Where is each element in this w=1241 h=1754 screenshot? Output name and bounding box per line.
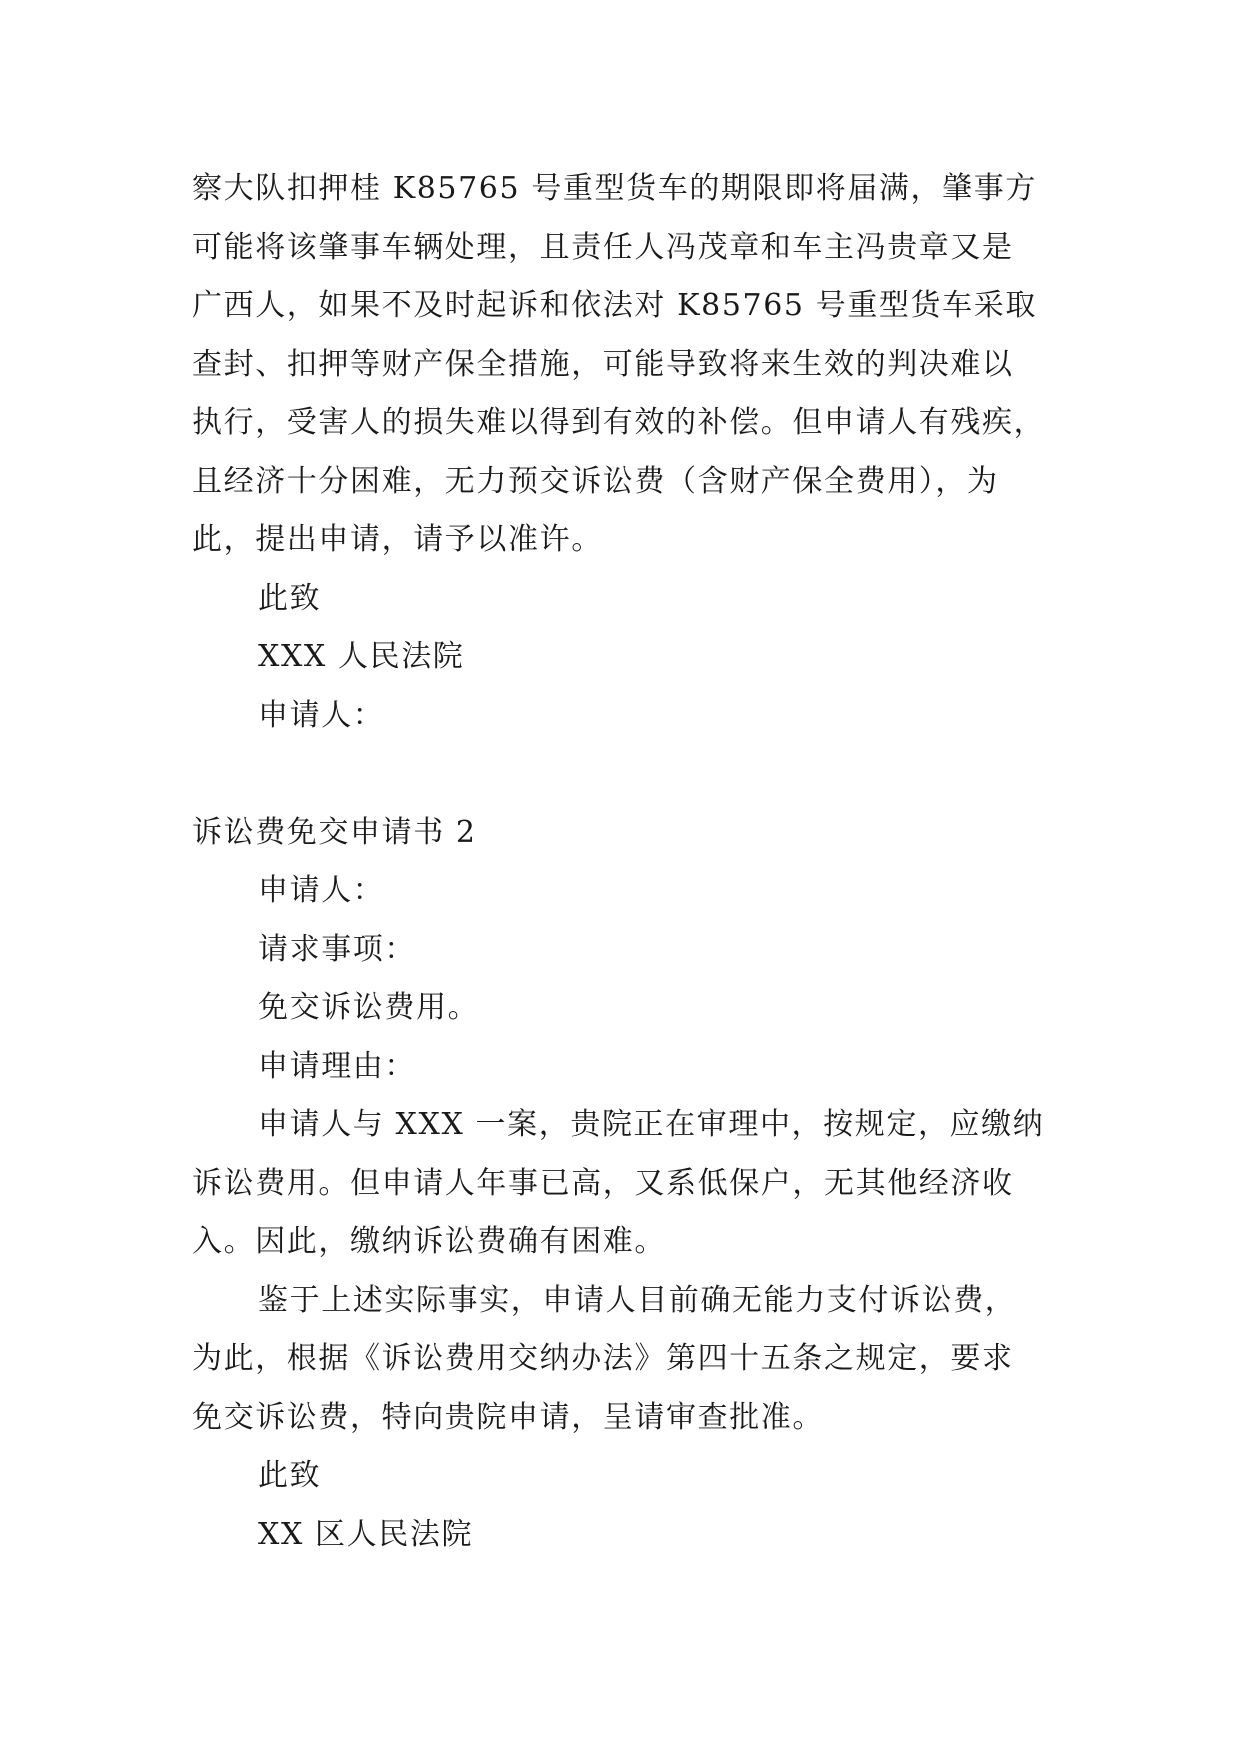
body-line: 广西人，如果不及时起诉和依法对 K85765 号重型货车采取 [192, 288, 1037, 323]
body-line: 查封、扣押等财产保全措施，可能导致将来生效的判决难以 [192, 346, 1014, 382]
request-content: 免交诉讼费用。 [258, 990, 480, 1025]
body-line: 申请人与 XXX 一案，贵院正在审理中，按规定，应缴纳 [258, 1107, 1045, 1142]
body-line: 鉴于上述实际事实，申请人目前确无能力支付诉讼费， [258, 1282, 1017, 1318]
reason-heading: 申请理由： [258, 1048, 416, 1084]
body-line: 察大队扣押桂 K85765 号重型货车的期限即将届满，肇事方 [192, 171, 1037, 206]
reason-paragraph-2 [192, 1272, 1054, 1448]
request-heading: 请求事项： [258, 931, 416, 967]
body-line: 可能将该肇事车辆处理，且责任人冯茂章和车主冯贵章又是 [192, 229, 1014, 265]
court-name: XX 区人民法院 [258, 1516, 474, 1552]
body-line: 诉讼费用。但申请人年事已高，又系低保户，无其他经济收 [192, 1165, 1014, 1201]
reason-paragraph-1 [192, 1096, 1054, 1272]
court-name: XXX 人民法院 [258, 639, 465, 674]
section1-body [192, 160, 1054, 570]
body-line: 免交诉讼费，特向贵院申请，呈请审查批准。 [192, 1399, 824, 1435]
section-gap [192, 745, 1054, 804]
body-line: 为此，根据《诉讼费用交纳办法》第四十五条之规定，要求 [192, 1341, 1014, 1376]
body-line: 执行，受害人的损失难以得到有效的补偿。但申请人有残疾， [192, 405, 1046, 440]
body-line: 此，提出申请，请予以准许。 [192, 522, 603, 557]
document-title: 诉讼费免交申请书 2 [192, 814, 477, 850]
applicant-label: 申请人： [258, 873, 385, 908]
body-line: 且经济十分困难，无力预交诉讼费（含财产保全费用），为 [192, 463, 999, 499]
applicant-label: 申请人： [258, 697, 385, 733]
closing-salutation: 此致 [258, 1458, 322, 1493]
closing-salutation: 此致 [258, 580, 322, 616]
body-line: 入。因此，缴纳诉讼费确有困难。 [192, 1224, 666, 1259]
document-page [192, 160, 1054, 1564]
